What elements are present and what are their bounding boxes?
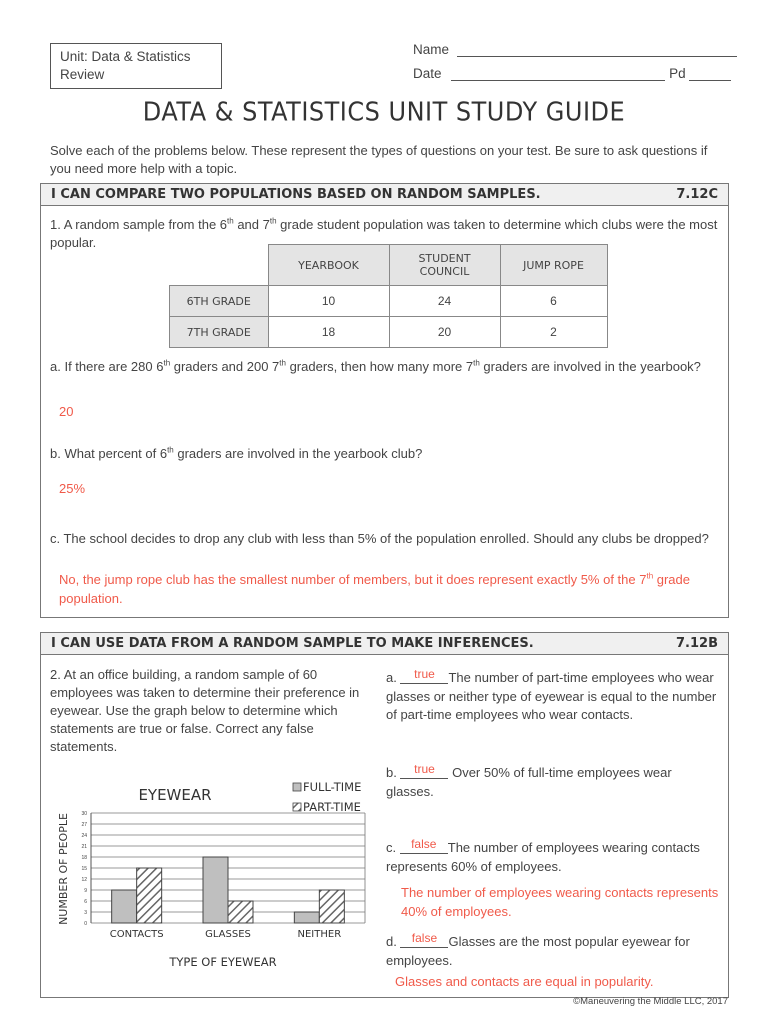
answer-1c: No, the jump rope club has the smallest number of members, but it does represent exactly 5% of the 7th grade population. [59, 571, 691, 606]
statement-b: b. true Over 50% of full-time employees wear glasses. [386, 762, 672, 799]
section1-title: I CAN COMPARE TWO POPULATIONS BASED ON RANDOM SAMPLES. [51, 187, 541, 202]
section2-title: I CAN USE DATA FROM A RANDOM SAMPLE TO MAKE INFERENCES. [51, 636, 534, 651]
y-tick-label: 9 [84, 888, 87, 894]
question-1b: b. What percent of 6th graders are involved in the yearbook club? [50, 445, 423, 461]
correction-c: The number of employees wearing contacts represents 40% of employees. [401, 885, 719, 919]
col-header-jump-rope: JUMP ROPE [500, 245, 607, 286]
col-header-yearbook: YEARBOOK [268, 245, 389, 286]
unit-box [50, 43, 222, 89]
bar-full-time-contacts [112, 890, 137, 923]
intro-text: Solve each of the problems below. These represent the types of questions on your test. Be sure to ask questions if you need more help with a topic. [50, 143, 708, 176]
statement-a: a. true The number of part-time employees who wear glasses or neither type of eyewear is equal to the number of part-time employees who wear contacts. [386, 667, 717, 722]
answer-blank-b[interactable]: true [400, 760, 448, 779]
y-tick-label: 15 [81, 866, 87, 872]
unit-label-review: Review [60, 67, 105, 82]
table-cell: 24 [389, 286, 500, 317]
period-field[interactable] [689, 80, 731, 81]
name-line [413, 42, 737, 57]
copyright: ©Maneuvering the Middle LLC, 2017 [573, 996, 728, 1007]
answer-blank-d[interactable]: false [400, 929, 448, 948]
date-line [413, 66, 731, 81]
bar-full-time-glasses [203, 857, 228, 923]
x-axis-title: TYPE OF EYEWEAR [169, 955, 277, 968]
y-tick-label: 12 [81, 877, 87, 883]
bar-part-time-glasses [228, 901, 253, 923]
date-label: Date [413, 66, 442, 81]
answer-1b: 25% [59, 481, 86, 496]
table-cell: 10 [268, 286, 389, 317]
table-row [170, 317, 608, 348]
bar-part-time-neither [319, 890, 344, 923]
section2-heading [41, 633, 728, 655]
chart-title: EYEWEAR [138, 786, 212, 804]
y-tick-label: 6 [84, 899, 87, 905]
y-tick-label: 18 [81, 855, 87, 861]
x-tick-label: CONTACTS [109, 929, 164, 940]
table-cell: 2 [500, 317, 607, 348]
question-2: 2. At an office building, a random sample of 60 employees was taken to determine their preference in eyewear. Use the graph below to determine which statements are true or false. Correct any false statements. [50, 667, 360, 754]
legend-swatch-full-time [293, 783, 301, 791]
answer-blank-a[interactable]: true [400, 665, 448, 684]
answer-1a: 20 [59, 404, 74, 419]
statement-d: d. false Glasses are the most popular eyewear for employees. [386, 931, 690, 968]
pd-label: Pd [669, 66, 686, 81]
unit-label: Unit: Data & Statistics [60, 49, 191, 64]
table-row [170, 286, 608, 317]
answer-blank-c[interactable]: false [400, 835, 448, 854]
section1-code: 7.12C [676, 187, 718, 202]
row-label-7th: 7TH GRADE [170, 317, 269, 348]
y-tick-label: 30 [81, 811, 87, 817]
section-compare-populations [40, 183, 729, 618]
section-inferences [40, 632, 729, 998]
bar-full-time-neither [294, 912, 319, 923]
x-tick-label: NEITHER [297, 929, 342, 940]
eyewear-chart [47, 773, 371, 968]
legend-label-full-time: FULL-TIME [303, 780, 362, 794]
y-tick-label: 3 [84, 910, 87, 916]
section1-heading [41, 184, 728, 206]
statement-c: c. false The number of employees wearing contacts represents 60% of employees. [386, 837, 700, 874]
table-cell: 6 [500, 286, 607, 317]
y-tick-label: 0 [84, 921, 87, 927]
row-label-6th: 6TH GRADE [170, 286, 269, 317]
question-1a: a. If there are 280 6th graders and 200 7th graders, then how many more 7th graders are involved in the yearbook? [50, 358, 701, 374]
name-label: Name [413, 42, 450, 57]
y-tick-label: 21 [81, 844, 87, 850]
bar-part-time-contacts [137, 868, 162, 923]
table-cell: 18 [268, 317, 389, 348]
y-axis-title: NUMBER OF PEOPLE [57, 813, 70, 925]
y-tick-label: 27 [81, 822, 87, 828]
col-header-student-council: STUDENT COUNCIL [389, 245, 500, 286]
question-1: 1. A random sample from the 6th and 7th grade student population was taken to determine which clubs were the most popular. [50, 216, 718, 250]
legend-label-part-time: PART-TIME [303, 800, 361, 814]
clubs-table [169, 244, 608, 348]
question-1c: c. The school decides to drop any club with less than 5% of the population enrolled. Should any clubs be dropped? [50, 531, 709, 546]
section2-code: 7.12B [676, 636, 718, 651]
correction-d: Glasses and contacts are equal in popularity. [395, 974, 654, 989]
page-title: DATA & STATISTICS UNIT STUDY GUIDE [142, 96, 626, 128]
x-tick-label: GLASSES [205, 929, 251, 940]
y-tick-label: 24 [81, 833, 87, 839]
legend-swatch-part-time [293, 803, 301, 811]
table-cell: 20 [389, 317, 500, 348]
date-field[interactable] [451, 80, 665, 81]
name-field[interactable] [457, 56, 737, 57]
